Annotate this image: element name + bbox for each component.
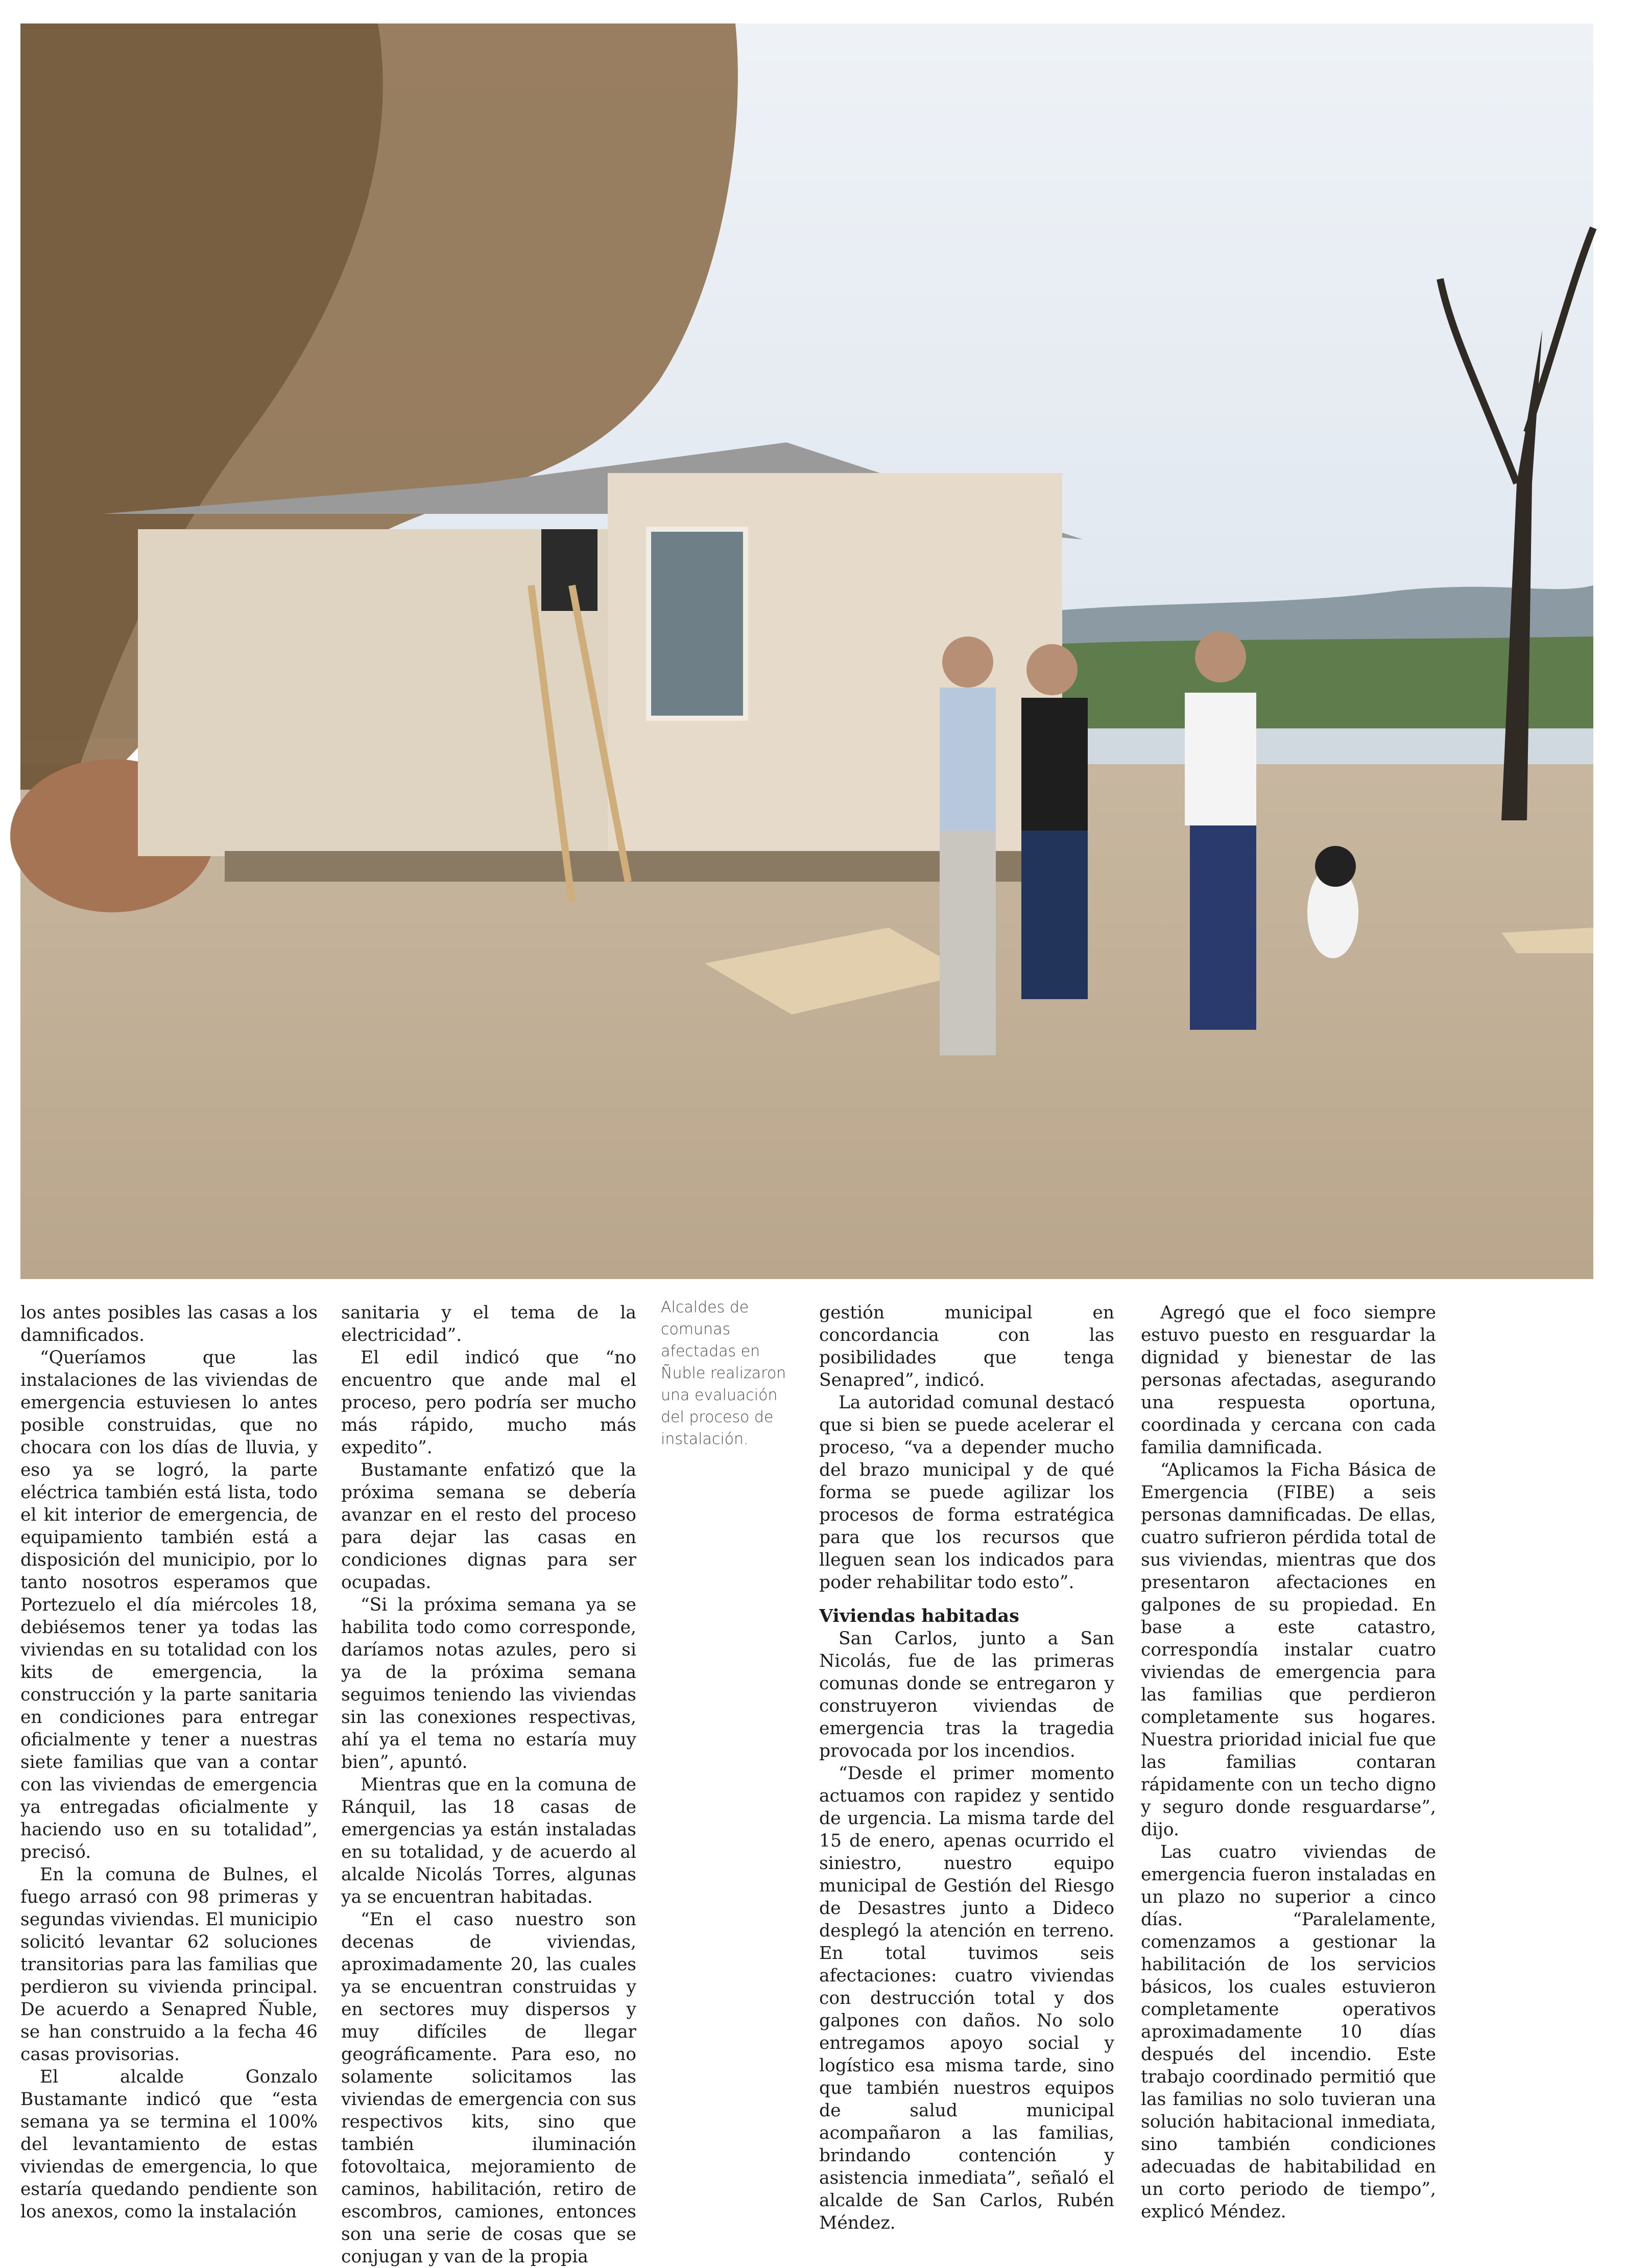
paragraph: Las cuatro viviendas de emergencia fueron instaladas en un plazo no superior a cinco días. “Paralelamente, comenzamos a gestionar la habilitación de los servicios básicos, los cuales estuvieron completamente operativos aproximadamente 10 días después del incendio. Este trabajo coordinado permitió que las familias no solo tuvieran una solución habitacional inmediata, sino también condiciones adecuadas de habitabilidad en un corto periodo de tiempo”, explicó Méndez.	[1141, 1842, 1436, 2222]
article-column-1	[20, 1302, 318, 2222]
paragraph: El alcalde Gonzalo Bustamante indicó que “esta semana ya se termina el 100% del levantamiento de estas viviendas de emergencia, lo que estaría quedando pendiente son los anexos, como la instalación	[20, 2067, 318, 2222]
paragraph: “Aplicamos la Ficha Básica de Emergencia (FIBE) a seis personas damnificadas. De ellas, cuatro sufrieron pérdida total de sus viviendas, mientras que dos presentaron afectaciones en galpones de su propiedad. En base a este catastro, correspondía instalar cuatro viviendas de emergencia para las familias que perdieron completamente sus hogares. Nuestra prioridad inicial fue que las familias contaran rápidamente con un techo digno y seguro donde resguardarse”, dijo.	[1141, 1460, 1436, 1840]
article-column-2	[341, 1302, 636, 2267]
paragraph: “En el caso nuestro son decenas de viviendas, aproximadamente 20, las cuales ya se encuentran construidas y en sectores muy dispersos y muy difíciles de llegar geográficamente. Para eso, no solamente solicitamos las viviendas de emergencia con sus respectivos kits, sino que también iluminación fotovoltaica, mejoramiento de caminos, habilitación, retiro de escombros, camiones, entonces son una serie de cosas que se conjugan y van de la propia	[341, 1909, 636, 2267]
paragraph: En la comuna de Bulnes, el fuego arrasó con 98 primeras y segundas viviendas. El municipio solicitó levantar 62 soluciones transitorias para las familias que perdieron su vivienda principal. De acuerdo a Senapred Ñuble, se han construido a la fecha 46 casas provisorias.	[20, 1864, 318, 2065]
paragraph: Mientras que en la comuna de Ránquil, las 18 casas de emergencias ya están instaladas en su totalidad, y de acuerdo al alcalde Nicolás Torres, algunas ya se encuentran habitadas.	[341, 1775, 636, 1907]
paragraph: Agregó que el foco siempre estuvo puesto en resguardar la dignidad y bienestar de las personas afectadas, asegurando una respuesta oportuna, coordinada y cercana con cada familia damnificada.	[1141, 1303, 1436, 1458]
paragraph: los antes posibles las casas a los damnificados.	[20, 1303, 318, 1345]
paragraph: “Desde el primer momento actuamos con rapidez y sentido de urgencia. La misma tarde del 15 de enero, apenas ocurrido el siniestro, nuestro equipo municipal de Gestión del Riesgo de Desastres junto a Dideco desplegó la atención en terreno. En total tuvimos seis afectaciones: cuatro viviendas con destrucción total y dos galpones con daños. No solo entregamos apoyo social y logístico esa misma tarde, sino que también nuestros equipos de salud municipal acompañaron a las familias, brindando contención y asistencia inmediata”, señaló el alcalde de San Carlos, Rubén Méndez.	[819, 1763, 1114, 2233]
paragraph: “Queríamos que las instalaciones de las viviendas de emergencia estuviesen lo antes posible construidas, que no chocara con los días de lluvia, y eso ya se logró, la parte eléctrica también está lista, todo el kit interior de emergencia, de equipamiento también está a disposición del municipio, por lo tanto nosotros esperamos que Portezuelo el día miércoles 18, debiésemos tener ya todas las viviendas en su totalidad con los kits de emergencia, la construcción y la parte sanitaria en condiciones para entregar oficialmente y tener a nuestras siete familias que van a contar con las viviendas de emergencia ya entregadas oficialmente y haciendo uso en su totalidad”, precisó.	[20, 1348, 318, 1862]
paragraph: El edil indicó que “no encuentro que ande mal el proceso, pero podría ser mucho más rápido, mucho más expedito”.	[341, 1348, 636, 1458]
paragraph: La autoridad comunal destacó que si bien se puede acelerar el proceso, “va a depender mucho del brazo municipal y de qué forma se puede agilizar los procesos de forma estratégica para que los recursos que lleguen sean los indicados para poder rehabilitar todo esto”.	[819, 1392, 1114, 1593]
article-column-4	[1141, 1302, 1436, 2222]
paragraph: sanitaria y el tema de la electricidad”.	[341, 1303, 636, 1345]
paragraph: San Carlos, junto a San Nicolás, fue de las primeras comunas donde se entregaron y construyeron viviendas de emergencia tras la tragedia provocada por los incendios.	[819, 1628, 1114, 1761]
paragraph: Bustamante enfatizó que la próxima semana se debería avanzar en el resto del proceso para dejar las casas en condiciones dignas para ser ocupadas.	[341, 1460, 636, 1593]
photo-caption: Alcaldes de comunas afectadas en Ñuble realizaron una evaluación del proceso de instalación.	[661, 1298, 786, 1448]
article-photo	[20, 23, 1593, 1279]
paragraph: “Si la próxima semana ya se habilita todo como corresponde, daríamos notas azules, pero si ya de la próxima semana seguimos teniendo las viviendas sin las conexiones respectivas, ahí ya el tema no estaría muy bien”, apuntó.	[341, 1595, 636, 1773]
paragraph: gestión municipal en concordancia con las posibilidades que tenga Senapred”, indicó.	[819, 1303, 1114, 1390]
photo-illustration	[20, 23, 1593, 1279]
article-column-3	[819, 1302, 1114, 2233]
subheading: Viviendas habitadas	[819, 1605, 1019, 1626]
